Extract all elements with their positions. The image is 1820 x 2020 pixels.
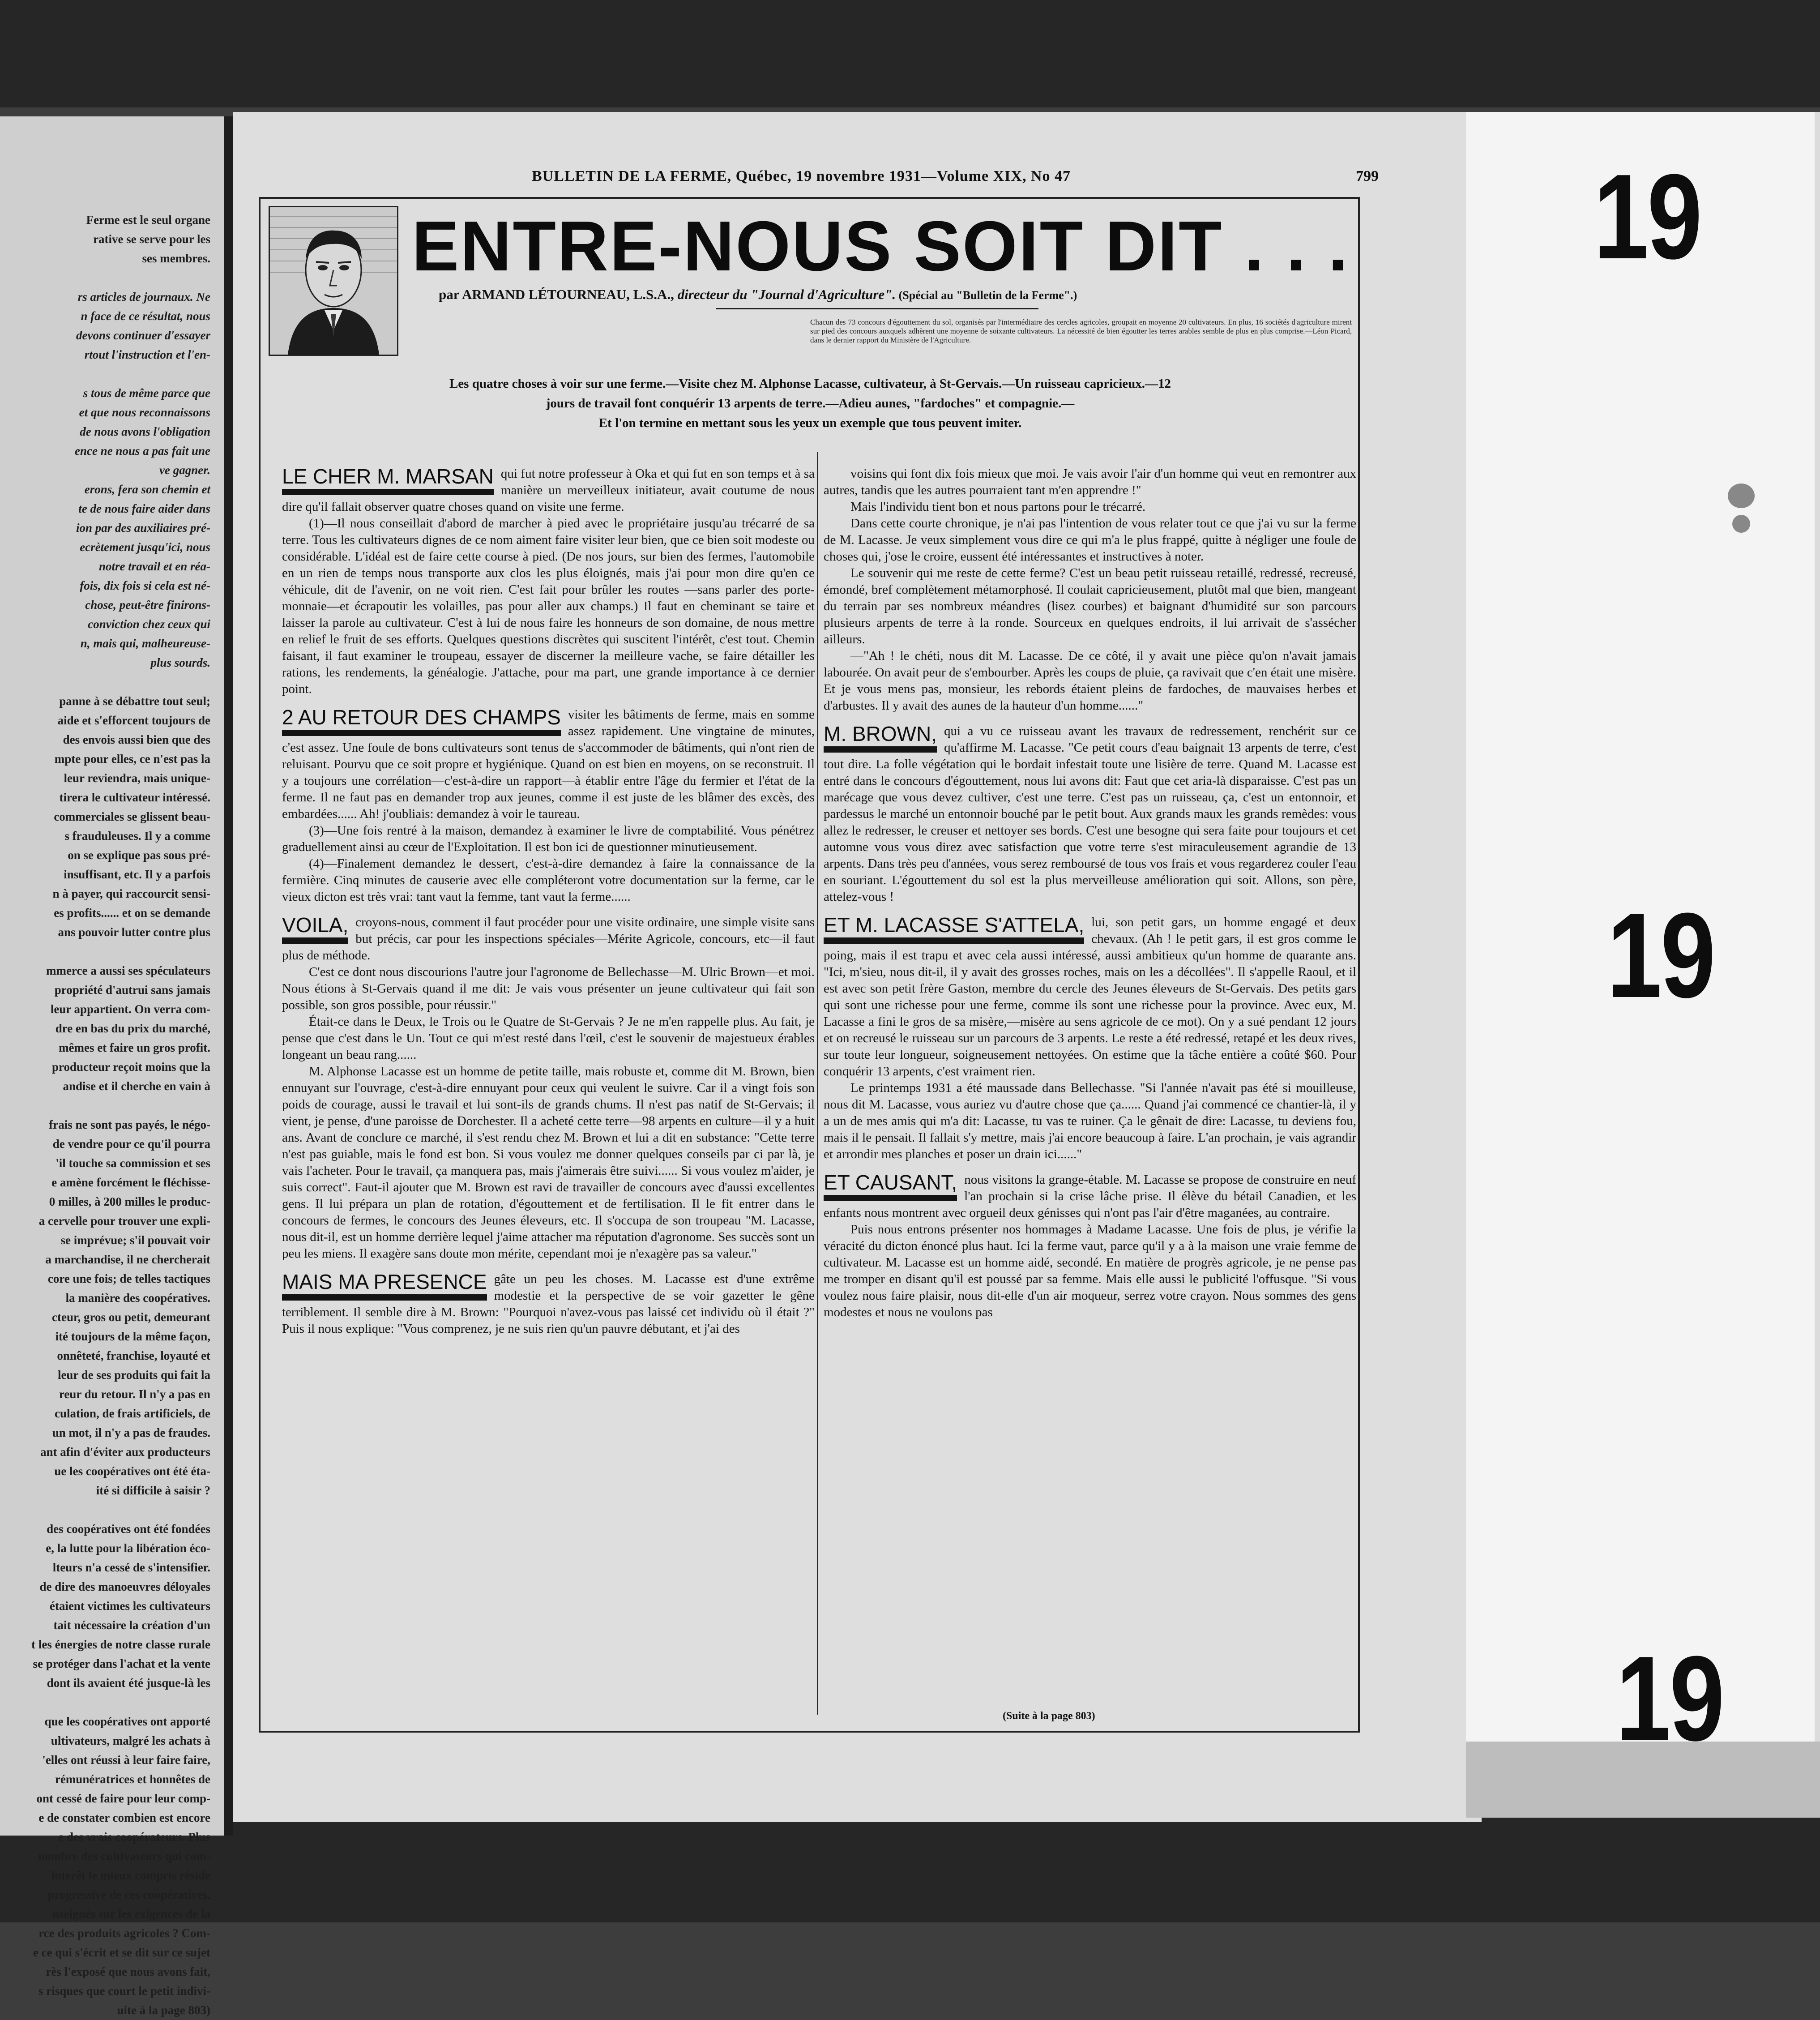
paragraph-text: Le printemps 1931 a été maussade dans Bellechasse. "Si l'année n'avait pas été si mouilleuse, nous dit M. Lacasse, vous auriez vu d'autre chose que ça...... Quand j'ai commencé ce chantier-là, il y a un de mes amis qui m'a dit: Lacasse, tu vas te ruiner. Ça le gênait de dire: Lacasse, tu deviens fou, mais il le pensait. Il fallait s'y mettre, mais j'ai encore beaucoup à faire. L'an prochain, je vais agrandir et arrondir mes planches et poser un drain ici......" [824,1081,1356,1161]
previous-page-line: 'elles ont réussi à leur faire faire, [42,1753,210,1767]
previous-page-line: rative se serve pour les [93,232,210,246]
previous-page-line: ant afin d'éviter aux producteurs [40,1445,210,1459]
section-heading: 2 AU RETOUR DES CHAMPS [282,706,561,736]
previous-page-line: cteur, gros ou petit, demeurant [52,1310,210,1324]
paragraph-text: M. Alphonse Lacasse est un homme de petite taille, mais robuste et, comme dit M. Brown, bien ennuyant sur l'ouvrage, c'est-à-dire ennuyant pour ceux qui veulent le suivre. Car il a vingt fois son poids de courage, aussi le travail et lui sont-ils de grands chums. Il n'est pas natif de St-Gervais; il vient, je pense, d'une paroisse de Dorchester. Il a acheté cette terre—98 arpents en culture—il y a huit ans. Avant de conclure ce marché, il s'est rendu chez M. Brown et lui a dit en substance: "Cette terre n'est pas guiable, mais le fond est bon. Si vous voulez me donner quelques conseils par ci par là, je vais l'acheter. Pour le travail, ça manquera pas, mais j'aimerais être suivi...... Si vous voulez m'aider, je suis correct". Faut-il ajouter que M. Brown est ravi de travailler de concours avec d'aussi excellentes gens. Il lui prépara un plan de rotation, d'égouttement et de fertilisation. Il le fit entrer dans le concours de fermes, le concours des Jeunes éleveurs, etc. Il s'occupa de son troupeau "M. Lacasse, nous dit-il, est un homme derrière lequel j'aime attacher ma réputation d'agronome. Ses succès sont un peu les miens. Il exagère sans doute mon mérite, cependant moi je n'exagère pas sa valeur." [282,1064,815,1261]
previous-page-line: conviction chez ceux qui [88,617,210,631]
page-gutter [224,116,233,1836]
paragraph [824,1172,1356,1221]
previous-page-line: s risques que court le petit indivi- [38,1984,210,1998]
previous-page-line: andise et il cherche en vain à [63,1079,210,1093]
previous-page-line: frais ne sont pas payés, le négo- [49,1118,210,1131]
paragraph [824,565,1356,648]
paragraph-text: Puis nous entrons présenter nos hommages à Madame Lacasse. Une fois de plus, je vérifie la véracité du dicton énoncé plus haut. Ici la ferme vaut, parce qu'il y a à la maison une vraie femme de cultivateur. M. Lacasse est un homme aidé, secondé. En matière de progrès agricole, je ne pense pas me tromper en disant qu'il est poussé par sa femme. Mais elle aussi le publicité l'offusque. "Si vous voulez nous faire plaisir, nous dit-elle d'un air moqueur, serrez votre crayon. Nous sommes des gens modestes et nous ne voulons pas [824,1222,1356,1319]
paragraph [282,914,815,964]
previous-page-line: aide et s'efforcent toujours de [57,714,210,727]
previous-page-line: dont ils avaient été jusque-là les [47,1676,210,1690]
previous-page-line: on se explique pas sous pré- [68,848,210,862]
previous-page-line: uite à la page 803) [117,2003,210,2017]
previous-page-line: e de constater combien est encore [38,1811,210,1824]
paragraph [824,723,1356,905]
previous-page-line: s tous de même parce que [83,386,210,400]
previous-page-line: de vendre pour ce qu'il pourra [52,1137,210,1151]
paragraph-text: qui a vu ce ruisseau avant les travaux de redressement, renchérit sur ce qu'affirme M. Lacasse. "Ce petit cours d'eau baignait 13 arpents de terre, c'est tout dire. La folle végétation qui le bordait infestait toute une lisière de terre. Quand M. Lacasse est entré dans le concours d'égouttement, nous lui avons dit: Faut que cet aria-là disparaisse. C'est pas un marécage que vous devez cultiver, c'est une terre. C'est pas un ruisseau, ça, c'est un entonnoir, et pardessus le marché un entonnoir bouché par le petit bout. Aux grands maux les grands remèdes: vous allez le redresser, le creuser et nettoyer ses bords. C'est une besogne qui sera faite pour toujours et cet automne vous vous direz avec satisfaction que votre terre s'est miraculeusement agrandie de 13 arpents. Dans très peu d'années, vous serez remboursé de tous vos frais et vous regarderez couler l'eau en souriant. L'égouttement du sol est la plus merveilleuse amélioration qui soit. Allons, son père, attelez-vous ! [824,724,1356,904]
previous-page-line: nombre des cultivateurs qui com- [38,1849,210,1863]
previous-page-line [0,942,210,961]
section-heading: ET CAUSANT, [824,1172,957,1201]
byline-note: (Spécial au "Bulletin de la Ferme".) [896,289,1077,302]
article-section [282,466,815,698]
paragraph-text: nous visitons la grange-étable. M. Lacasse se propose de construire en neuf l'an prochain si la crise lâche prise. Il élève du bétail Canadien, et les enfants nous montrent avec orgueil deux génisses qui n'ont pas l'air d'être maganées, au contraire. [824,1173,1356,1220]
paragraph-text: Était-ce dans le Deux, le Trois ou le Quatre de St-Gervais ? Je ne m'en rappelle plus. Au fait, je pense que c'est dans le Un. Tout ce qui m'est resté dans l'œil, c'est le souvenir de majestueux érables longeant un beau rang...... [282,1014,815,1062]
previous-page-line: rce des produits agricoles ? Com- [38,1926,210,1940]
previous-page-line: intérêt le mieux compris réside [51,1869,210,1882]
continued-notice: (Suite à la page 803) [1003,1710,1095,1722]
previous-page-line: panne à se débattre tout seul; [59,694,210,708]
previous-page-line: mpte pour elles, ce n'est pas la [54,752,210,766]
previous-page-line: ence ne nous a pas fait une [74,444,210,458]
summary-line: jours de travail font conquérir 13 arpents de terre.—Adieu aunes, "fardoches" et compagnie.— [546,396,1075,411]
paragraph [824,499,1356,515]
previous-page-line: rs articles de journaux. Ne [77,290,210,304]
previous-page-line: es profits...... et on se demande [54,906,210,920]
summary-line: Et l'on termine en mettant sous les yeux un exemple que tous peuvent imiter. [598,416,1022,430]
article-section [282,706,815,905]
paragraph-text: —"Ah ! le chéti, nous dit M. Lacasse. De ce côté, il y avait une pièce qu'on n'avait jamais labourée. On avait peur de s'embourber. Après les coups de pluie, ça ravivait que c'en était une misère. Et je vous mens pas, monsieur, les rebords étaient pleins de fardoches, de mauvaises herbes et d'arbustes. Il y avait des aunes de la hauteur d'un homme......" [824,649,1356,713]
previous-page-line: commerciales se glissent beau- [54,810,210,823]
paragraph [282,1063,815,1262]
previous-page-line: n à payer, qui raccourcit sensi- [52,887,210,900]
paragraph [824,648,1356,714]
previous-page-line: n, mais qui, malheureuse- [80,637,210,650]
film-blemish [1732,515,1750,533]
previous-page-line: ecrètement jusqu'ici, nous [80,540,210,554]
previous-page-line: Ferme est le seul organe [86,213,210,227]
paragraph [282,856,815,905]
running-head: BULLETIN DE LA FERME, Québec, 19 novembre 1931—Volume XIX, No 47 [531,168,1071,184]
previous-page-line: ultivateurs, malgré les achats à [51,1734,210,1747]
previous-page-line [0,1500,210,1519]
previous-page-line: des envois aussi bien que des [63,733,210,746]
previous-page-line: te de nous faire aider dans [78,502,210,515]
previous-page-text [0,210,210,2020]
film-border-top [0,0,1820,107]
section-heading: LE CHER M. MARSAN [282,466,494,495]
previous-page-line: n face de ce résultat, nous [81,309,210,323]
previous-page-line: producteur reçoit moins que la [51,1060,210,1074]
newspaper-page [233,112,1482,1822]
film-blemish [1728,484,1755,508]
previous-page-line: leur reviendra, mais unique- [64,771,210,785]
article-section [824,914,1356,1163]
paragraph [824,1080,1356,1163]
byline-author: par ARMAND LÉTOURNEAU, L.S.A., [439,287,678,302]
paragraph [824,914,1356,1080]
paragraph [824,466,1356,499]
previous-page-line: ses membres. [142,252,210,265]
previous-page-line: et que nous reconnaissons [79,406,210,419]
previous-page-line: leur de ses produits qui fait la [57,1368,210,1382]
paragraph [282,706,815,822]
column-right [824,457,1356,1710]
previous-page-line: ans pouvoir lutter contre plus [58,925,210,939]
previous-page-line: propriété d'autrui sans jamais [54,983,210,997]
paragraph-text: (3)—Une fois rentré à la maison, demandez à examiner le livre de comptabilité. Vous pénétrez graduellement ainsi au cœur de l'Exploitation. Il est bon ici de questionner minutieusement. [282,823,815,854]
previous-page-line: rès l'exposé que nous avons fait, [46,1965,210,1978]
previous-page-line: ité toujours de la même façon, [55,1330,210,1343]
previous-page-line: e amène forcément le fléchisse- [51,1176,210,1189]
paragraph [282,466,815,515]
previous-page-line: chose, peut-être finirons- [85,598,210,612]
previous-page-line: la manière des coopératives. [65,1291,210,1305]
previous-page [0,116,224,2017]
previous-page-line: lteurs n'a cessé de s'intensifier. [52,1561,210,1574]
previous-page-line: ve gagner. [159,463,210,477]
paragraph-text: Dans cette courte chronique, je n'ai pas l'intention de vous relater tout ce que j'ai vu sur la ferme de M. Lacasse. Je veux simplement vous dire ce qui m'a le plus frappé, quitte à négliger une foule de choses qui, j'ose le croire, eussent été intéressantes et instructives à noter. [824,516,1356,564]
paragraph [282,964,815,1014]
previous-page-line: mêmes et faire un gros profit. [59,1041,210,1054]
previous-page-line: un mot, il n'y a pas de fraudes. [52,1426,210,1439]
section-heading: MAIS MA PRESENCE [282,1271,487,1301]
previous-page-line: reur du retour. Il n'y a pas en [59,1387,210,1401]
previous-page-line: mmerce a aussi ses spéculateurs [46,964,210,977]
previous-page-line: se imprévue; s'il pouvait voir [60,1233,210,1247]
previous-page-line: rtout l'instruction et l'en- [84,348,210,361]
previous-page-line [0,268,210,287]
previous-page-line [0,1096,210,1115]
previous-page-line: ont cessé de faire pour leur comp- [36,1792,210,1805]
previous-page-line: de nous avons l'obligation [80,425,210,438]
paragraph-text: croyons-nous, comment il faut procéder pour une visite ordinaire, une simple visite sans but précis, car pour les inspections spéciales—Mérite Agricole, concours, etc—il faut plus de méthode. [282,915,815,963]
page-number: 799 [1356,168,1379,184]
paragraph-text: C'est ce dont nous discourions l'autre jour l'agronome de Bellechasse—M. Ulric Brown—et moi. Nous étions à St-Gervais quand il me dit: Je vais vous présenter un jeune cultivateur qui fait son possible, son gros possible, pour réussir." [282,965,815,1012]
previous-page-line: ue les coopératives ont été éta- [54,1464,210,1478]
card-number: 19 [1607,888,1714,1023]
previous-page-line: dre en bas du prix du marché, [55,1022,210,1035]
column-divider [817,452,818,1715]
previous-page-line [0,364,210,384]
previous-page-line: fois, dix fois si cela est né- [80,579,210,592]
author-portrait [269,206,398,356]
article-section [824,466,1356,714]
byline-role: directeur du "Journal d'Agriculture". [677,287,896,302]
paragraph [282,1014,815,1063]
paragraph-text: Le souvenir qui me reste de cette ferme? C'est un beau petit ruisseau retaillé, redressé, recreusé, émondé, bref complètement métamorphosé. Il coulait capricieusement, plutôt mal que bien, mangeant du terrain par ses nombreux méandres (lisez courbes) et baignant d'humidité sur son parcours plusieurs arpents de terre à la ronde. Sourceux en quelques endroits, il lui arrivait de s'assécher ailleurs. [824,566,1356,646]
previous-page-line: tait nécessaire la création d'un [53,1618,210,1632]
previous-page-line: a cervelle pour trouver une expli- [38,1214,210,1228]
paragraph [282,822,815,856]
previous-page-line: onnêteté, franchise, loyauté et [57,1349,210,1362]
previous-page-line: étaient victimes les cultivateurs [49,1599,210,1613]
paragraph-text: (4)—Finalement demandez le dessert, c'est-à-dire demandez à faire la connaissance de la fermière. Cinq minutes de causerie avec elle compléteront votre documentation sur la ferme, car le vieux dicton est très vrai: tant vaut la femme, tant vaut la ferme...... [282,856,815,904]
section-heading: M. BROWN, [824,723,937,753]
previous-page-line: leur appartient. On verra com- [50,1002,210,1016]
paragraph-text: visiter les bâtiments de ferme, mais en somme assez rapidement. Une vingtaine de minutes, c'est assez. Une foule de bons cultivateurs sont tenus de s'accommoder de bâtiments, qui n'ont rien de reluisant. Pourvu que ce soit propre et hygiénique. Quand on est bien en moyens, on se reconstruit. Il y a toujours une corrélation—c'est-à-dire un rapport—à établir entre l'âge du fermier et l'état de la ferme. Il ne faut pas en demander trop aux jeunes, comme il est juste de les blâmer des excès, des embardées...... Ah! j'oubliais: demandez à voir le taureau. [282,707,815,821]
summary-line: Les quatre choses à voir sur une ferme.—Visite chez M. Alphonse Lacasse, cultivateur, à St-Gervais.—Un ruisseau capricieux.—12 [449,377,1171,391]
film-border-bottom [0,1818,1820,1922]
paragraph-text: Mais l'individu tient bon et nous partons pour le trécarré. [850,500,1146,514]
paragraph-text: (1)—Il nous conseillait d'abord de marcher à pied avec le propriétaire jusqu'au trécarré de sa terre. Tous les cultivateurs dignes de ce nom aiment faire visiter leur bien, que ce bien soit modeste ou considérable. L'idéal est de faire cette course à pied. (De nos jours, sur bien des fermes, l'automobile en un rien de temps nous transporte aux clos les plus éloignés, mais j'ai pour mon dire qu'en ce véhicule, dit de l'avenir, on ne voit rien. C'est fait pour brûler les routes —sans parler des porte-monnaie—et écrapoutir les volailles, pas pour aller aux champs.) Il faut en cheminant se taire et laisser la parole au cultivateur. C'est à lui de nous faire les honneurs de son domaine, de nous mettre en relief le fruit de ses efforts. Quelques questions discrètes qui suscitent l'intérêt, c'est tout. Chemin faisant, il faut examiner le troupeau, essayer de discerner la meilleure vache, se faire détailler les rations, les rendements, la généalogie. J'attache, pour ma part, une grande importance à ce dernier point. [282,516,815,696]
previous-page-line: progressive de ces coopératives. [47,1888,210,1901]
previous-page-line: erons, fera son chemin et [84,483,210,496]
column-left [282,457,815,1710]
previous-page-line: devons continuer d'essayer [76,329,210,342]
article-section [282,914,815,1262]
previous-page-line: e ce qui s'écrit et se dit sur ce sujet [33,1946,210,1959]
article-section [824,1172,1356,1321]
byline-rule [716,308,1038,309]
previous-page-line: nseignés sur les exigences de la [52,1907,210,1921]
previous-page-line: insuffisant, etc. Il y a parfois [64,868,210,881]
article-section [282,1271,815,1337]
previous-page-line: rémunératrices et honnêtes de [55,1772,210,1786]
paragraph [824,1221,1356,1321]
article-title: ENTRE-NOUS SOIT DIT . . . [412,207,1349,286]
previous-page-line: culation, de frais artificiels, de [55,1407,210,1420]
paragraph-text: gâte un peu les choses. M. Lacasse est d'une extrême modestie et la perspective de se voir gazetter le gêne terriblement. Il semble dire à M. Brown: "Pourquoi n'avez-vous pas laissé cet individu où il était ?" Puis il nous explique: "Vous comprenez, je ne suis rien qu'un pauvre débutant, et j'ai des [282,1272,815,1336]
previous-page-line: core une fois; de telles tactiques [47,1272,210,1285]
paragraph-text: lui, son petit gars, un homme engagé et deux chevaux. (Ah ! le petit gars, il est gros comme le poing, mais il est trapu et avec cela aussi intéressé, aussi ambitieux qu'un homme de quarante ans. "Ici, m'sieu, nous dit-il, il y avait des grosses roches, mais on les a décollées". Il s'appelle Raoul, et il est avec son petit frère Gaston, membre du cercle des Jeunes éleveurs de St-Gervais. Des petits gars qui sont une richesse pour une ferme, comme ils sont une richesse pour la province. Avec eux, M. Lacasse a fini le gros de sa misère,—misère au sens agricole de ce mot). On y a sué pendant 12 jours et on recreusé le ruisseau sur un parcours de 3 arpents. Le reste a été redressé, retapé et les deux rives, sur toute leur longueur, soigneusement nettoyées. On estime que la tâche entière a coûté $60. Pour conquérir 13 arpents, c'est vraiment rien. [824,915,1356,1078]
previous-page-line: a marchandise, il ne chercherait [45,1253,210,1266]
previous-page-line: tirera le cultivateur intéressé. [59,791,210,804]
previous-page-line: plus sourds. [150,656,210,669]
paragraph [282,1271,815,1337]
paragraph-text: qui fut notre professeur à Oka et qui fut en son temps et à sa manière un merveilleux initiateur, avait coutume de nous dire qu'il fallait observer quatre choses quand on visite une ferme. [282,466,815,514]
previous-page-line: se protéger dans l'achat et la vente [33,1657,210,1670]
previous-page-line: 0 milles, à 200 milles le produc- [49,1195,210,1208]
previous-page-line: des coopératives ont été fondées [47,1522,210,1536]
epigraph: Chacun des 73 concours d'égouttement du sol, organisés par l'intermédiaire des cercles agricoles, groupait en moyenne 20 cultivateurs. En plus, 16 sociétés d'agriculture mirent sur pied des concours auxquels adhèrent une moyenne de soixante cultivateurs. La nécessité de bien égoutter les terres arables semble de plus en plus comprise.—Léon Picard, dans le dernier rapport du Ministère de l'Agriculture. [810,318,1352,344]
article-section [824,723,1356,905]
previous-page-line: de dire des manoeuvres déloyales [39,1580,210,1593]
section-heading: VOILA, [282,914,348,944]
previous-page-line: ité si difficile à saisir ? [96,1484,210,1497]
section-heading: ET M. LACASSE S'ATTELA, [824,914,1084,944]
previous-page-line: e, la lutte pour la libération éco- [46,1541,210,1555]
previous-page-line: notre travail et en réa- [99,560,210,573]
previous-page-line: e des vrais coopérateurs. Plus [58,1830,210,1844]
previous-page-line: 'il touche sa commission et ses [56,1156,210,1170]
byline [439,287,1379,303]
card-number: 19 [1616,1631,1723,1766]
card-number: 19 [1594,150,1701,284]
previous-page-line: ion par des auxiliaires pré- [76,521,210,535]
previous-page-line [0,672,210,692]
previous-page-line: t les énergies de notre classe rurale [31,1638,210,1651]
paragraph-text: voisins qui font dix fois mieux que moi. Je vais avoir l'air d'un homme qui veut en remontrer aux autres, tandis que les autres pourraient tant m'en apprendre !" [824,466,1356,497]
article-summary [278,374,1343,433]
previous-page-line: s frauduleuses. Il y a comme [64,829,210,843]
paragraph [282,515,815,698]
paragraph [824,515,1356,565]
previous-page-line [0,1693,210,1712]
previous-page-line: que les coopératives ont apporté [44,1715,210,1728]
